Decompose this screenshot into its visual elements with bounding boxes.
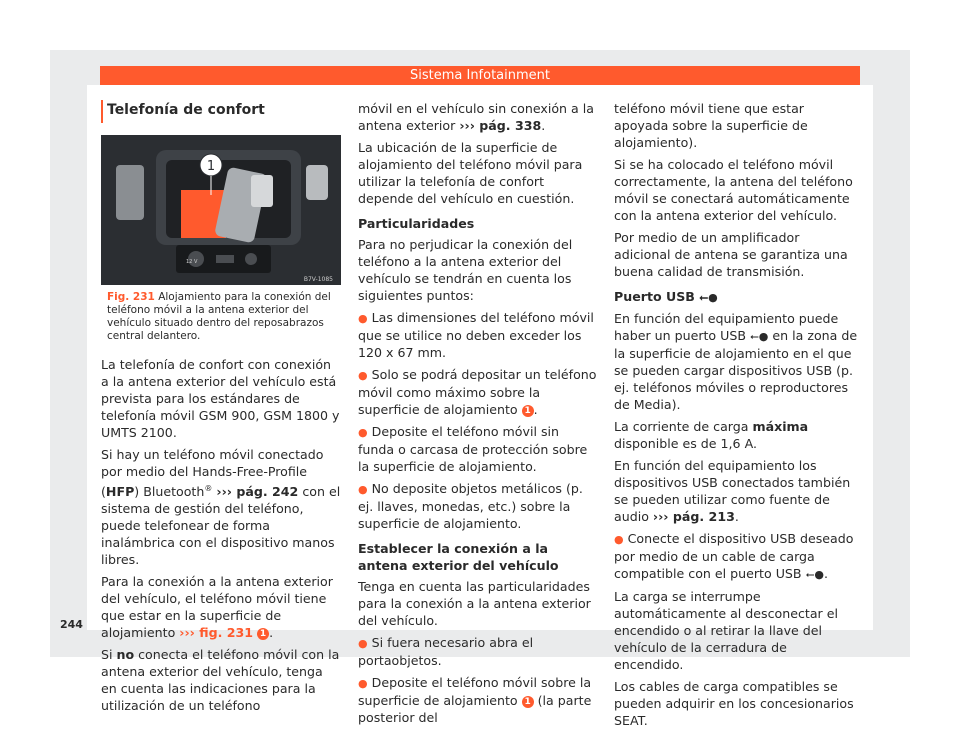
socket-label: 12 V (186, 259, 198, 265)
figure-caption (107, 291, 337, 343)
console-illustration (101, 135, 341, 285)
column-1 (101, 356, 341, 719)
console-photo (101, 135, 341, 285)
marker-badge: 1 (522, 405, 534, 417)
paragraph: Los cables de carga compatibles se pueden adquirir en los concesionarios SEAT. (614, 679, 854, 728)
section-title: Telefonía de confort (107, 102, 265, 118)
figure-link[interactable]: ››› fig. 231 (179, 625, 254, 641)
figure-marker: 1 (206, 159, 216, 174)
paragraph: En función del equipamiento puede haber un puerto USB ⭠● en la zona de la superficie de alojamiento en el que se pueden cargar dispositivos USB (p. ej. teléfonos móviles o reproductores de Media). (614, 311, 858, 412)
paragraph: Para no perjudicar la conexión del teléfono a la antena exterior del vehículo se tendrán en cuenta los siguientes puntos: (358, 237, 573, 303)
paragraph: La carga se interrumpe automáticamente al desconectar el encendido o al retirar la llave del vehículo de la cerradura de encendido. (614, 589, 838, 672)
paragraph: La corriente de carga máxima disponible es de 1,6 A. (614, 419, 809, 451)
paragraph: Si hay un teléfono móvil conectado por medio del Hands-Free-Profile (HFP) Bluetooth® ››› pág. 242 con el sistema de gestión del teléfono, puede telefonear de forma inalámbrica con el dispositivo manos libres. (101, 447, 341, 568)
chapter-header: Sistema Infotainment (100, 66, 860, 85)
figure-label: Fig. 231 (107, 291, 155, 303)
paragraph: Tenga en cuenta las particularidades para la conexión a la antena exterior del vehículo. (358, 579, 591, 628)
bullet-item: ● Deposite el teléfono móvil sin funda o carcasa de protección sobre la superficie de alojamiento. (358, 424, 588, 474)
bullet-item: ● Conecte el dispositivo USB deseado por medio de un cable de carga compatible con el puerto USB ⭠●. (614, 531, 854, 581)
paragraph: móvil en el vehículo sin conexión a la antena exterior ››› pág. 338. (358, 101, 594, 133)
subheading: Particularidades (358, 216, 475, 231)
subheading: Puerto USB ⭠● (614, 289, 718, 304)
figure-code: B7V-1085 (303, 276, 333, 283)
page-number: 244 (60, 618, 83, 631)
bullet-item: ● Las dimensiones del teléfono móvil que se utilice no deben exceder los 120 x 67 mm. (358, 310, 594, 360)
paragraph: En función del equipamiento los dispositivos USB conectados también se pueden utilizar como fuente de audio ››› pág. 213. (614, 458, 851, 524)
usb-icon: ⭠● (805, 568, 824, 581)
usb-icon: ⭠● (699, 291, 718, 304)
paragraph: La ubicación de la superficie de alojamiento del teléfono móvil para utilizar la telefonía de confort depende del vehículo en cuestión. (358, 140, 583, 206)
column-2 (358, 100, 598, 731)
subheading: Establecer la conexión a la antena exterior del vehículo (358, 541, 559, 573)
page-link[interactable]: ››› pág. 213 (652, 509, 735, 524)
paragraph: Si se ha colocado el teléfono móvil correctamente, la antena del teléfono móvil se conectará automáticamente con la antena exterior del vehículo. (614, 157, 853, 223)
paragraph: Para la conexión a la antena exterior del vehículo, el teléfono móvil tiene que estar en la superficie de alojamiento ››› fig. 231 1 . (101, 574, 333, 641)
paragraph: Por medio de un amplificador adicional de antena se garantiza una buena calidad de transmisión. (614, 230, 848, 279)
column-3 (614, 100, 858, 734)
bullet-item: ● No deposite objetos metálicos (p. ej. llaves, monedas, etc.) sobre la superficie de alojamiento. (358, 481, 583, 531)
marker-badge: 1 (257, 628, 269, 640)
page-link[interactable]: ››› pág. 338 (459, 118, 542, 133)
marker-badge: 1 (522, 696, 534, 708)
figure-caption-text: Alojamiento para la conexión del teléfono móvil a la antena exterior del vehículo situado dentro del reposabrazos central delantero. (107, 291, 331, 342)
page-link[interactable]: ››› pág. 242 (216, 484, 299, 500)
bullet-item: ● Si fuera necesario abra el portaobjetos. (358, 635, 534, 668)
bullet-item: ● Deposite el teléfono móvil sobre la superficie de alojamiento 1 (la parte posterior del (358, 675, 592, 725)
bullet-item: ● Solo se podrá depositar un teléfono móvil como máximo sobre la superficie de alojamiento 1 . (358, 367, 597, 417)
usb-icon: ⭠● (750, 330, 769, 343)
paragraph: teléfono móvil tiene que estar apoyada sobre la superficie de alojamiento). (614, 101, 808, 150)
paragraph: La telefonía de confort con conexión a la antena exterior del vehículo está prevista para los estándares de telefonía móvil GSM 900, GSM 1800 y UMTS 2100. (101, 357, 340, 440)
paragraph: Si no conecta el teléfono móvil con la antena exterior del vehículo, tenga en cuenta las indicaciones para la utilización de un teléfono (101, 647, 340, 714)
